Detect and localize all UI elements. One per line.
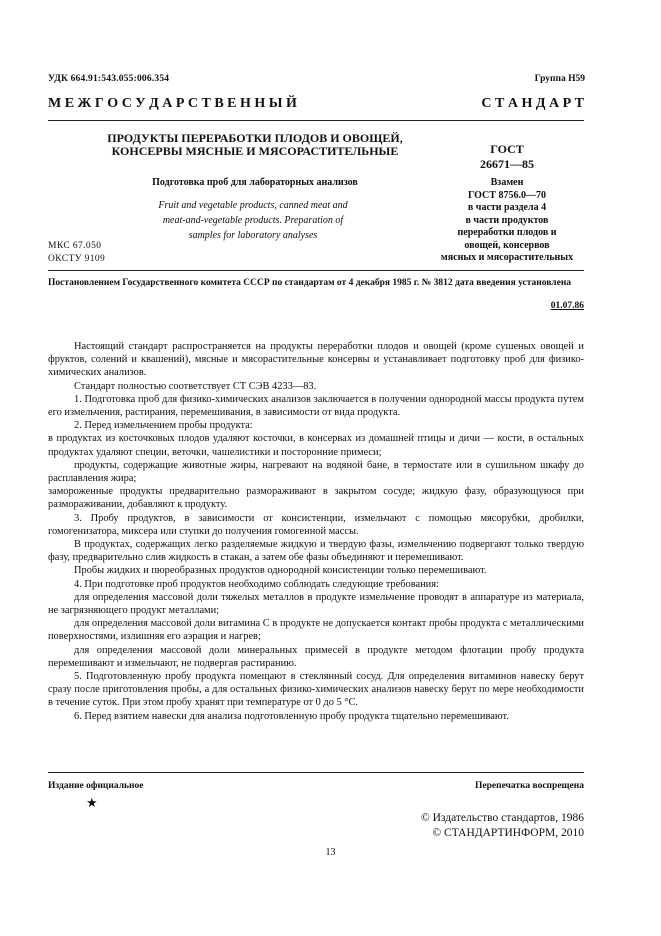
- replaces-line-2: ГОСТ 8756.0—70: [468, 189, 546, 201]
- replaces-line-5: переработки плодов и: [457, 227, 557, 238]
- body-paragraph: для определения массовой доли тяжелых металлов в продукте измельчение проводят в аппаратуре из материала, не загрязняющего продукт металлами;: [48, 591, 584, 617]
- body-paragraph: 2. Перед измельчением пробы продукта:: [74, 420, 253, 432]
- replaces-line-3: в части раздела 4: [467, 202, 547, 213]
- body-paragraph: в продуктах из косточковых плодов удаляют косточки, в консервах из домашней птицы и дичи — кости, в остальных продуктах удаляют специи, веточки, чашелистики и посторонние примеси;: [48, 433, 584, 458]
- gost-label: ГОСТ: [490, 142, 524, 156]
- replaces-line-1: Взамен: [490, 177, 524, 188]
- star-icon: ★: [86, 795, 98, 810]
- body-paragraph: 4. При подготовке проб продуктов необходимо соблюдать следующие требования:: [74, 578, 439, 590]
- decree-text: Постановлением Государственного комитета СССР по стандартам от 4 декабря 1985 г. № 3812 дата введения установлена: [48, 278, 572, 288]
- replaces-line-6: овощей, консервов: [464, 239, 550, 251]
- replaces-line-7: мясных и мясорастительных: [440, 252, 574, 263]
- top-rule: [48, 120, 584, 121]
- gost-number-block: [412, 142, 602, 265]
- english-title-line-2: meat-and-vegetable products. Preparation of: [162, 215, 344, 226]
- mks-code: МКС 67.050: [48, 241, 102, 251]
- english-title-line-3: samples for laboratory analyses: [188, 230, 318, 241]
- effective-date: 01.07.86: [550, 301, 584, 311]
- gost-number: 26671—85: [480, 157, 534, 171]
- english-title-line-1: Fruit and vegetable products, canned meat and: [158, 200, 348, 211]
- copyright-line-1: © Издательство стандартов, 1986: [420, 812, 584, 824]
- footer-rule: [48, 772, 584, 773]
- edition-label: Издание официальное: [48, 781, 144, 791]
- document-title: [90, 132, 420, 158]
- body-paragraph: для определения массовой доли витамина С в продукте не допускается контакт пробы продукта с металлическими поверхностями, излишняя его аэрация и нагрев;: [48, 618, 584, 643]
- udk-code: УДК 664.91:543.055:006.354: [48, 74, 170, 84]
- classification-codes: [48, 240, 105, 266]
- english-title: [118, 198, 388, 243]
- group-code: Группа Н59: [534, 74, 585, 84]
- reprint-notice: Перепечатка воспрещена: [474, 781, 584, 791]
- body-paragraph: В продуктах, содержащих легко разделяемые жидкую и твердую фазы, измельчению подвергают только твердую фазу, предварительно слив жидкость в стакан, а затем обе фазы объединяют и перемешивают.: [48, 539, 584, 564]
- body-paragraph: для определения массовой доли минеральных примесей в продукте методом флотации пробу продукта перемешивают и измельчают, не подвергая растиранию.: [48, 644, 584, 669]
- body-paragraph: Настоящий стандарт распространяется на продукты переработки плодов и овощей (кроме сушеных овощей и фруктов, солений и квашений), мясные и мясорастительные консервы и устанавливает подготовку проб для физико-химических анализов.: [48, 341, 584, 379]
- copyright-block: [421, 811, 584, 841]
- body-paragraph: 3. Пробу продуктов, в зависимости от консистенции, измельчают с помощью мясорубки, дробилки, гомогенизатора, миксера или ступки до получения гомогенной массы.: [48, 512, 584, 537]
- title-line-1: ПРОДУКТЫ ПЕРЕРАБОТКИ ПЛОДОВ И ОВОЩЕЙ,: [107, 131, 403, 145]
- document-subtitle: Подготовка проб для лабораторных анализов: [152, 177, 358, 188]
- body-paragraph: 6. Перед взятием навески для анализа подготовленную пробу продукта тщательно перемешивают.: [74, 710, 509, 722]
- body-paragraph: продукты, содержащие животные жиры, нагревают на водяной бане, в термостате или в сушильном шкафу до расплавления жира;: [48, 459, 584, 485]
- body-paragraph: Стандарт полностью соответствует СТ СЭВ 4233—83.: [74, 380, 317, 392]
- body-paragraph: 5. Подготовленную пробу продукта помещают в стеклянный сосуд. Для определения витаминов навеску берут сразу после приготовления пробы, а для остальных физико-химических анализов навеску берут по мере необходимости в течение суток. При этом пробу хранят при температуре от 0 до 5 °С.: [48, 671, 584, 709]
- copyright-line-2: © СТАНДАРТИНФОРМ, 2010: [432, 827, 584, 839]
- body-paragraph: Пробы жидких и пюреобразных продуктов однородной консистенции только перемешивают.: [74, 565, 487, 577]
- title-line-2: КОНСЕРВЫ МЯСНЫЕ И МЯСОРАСТИТЕЛЬНЫЕ: [111, 144, 399, 158]
- banner-right: С Т А Н Д А Р Т: [481, 96, 584, 111]
- banner-left: М Е Ж Г О С У Д А Р С Т В Е Н Н Ы Й: [48, 96, 297, 111]
- body-paragraph: 1. Подготовка проб для физико-химических анализов заключается в получении однородной массы продукта путем его измельчения, растирания, перемешивания, в зависимости от вида продукта.: [48, 393, 584, 419]
- standard-banner: [48, 96, 584, 112]
- replaces-line-4: в части продуктов: [465, 214, 549, 226]
- page-number: 13: [325, 847, 336, 858]
- document-body: [48, 340, 584, 723]
- body-paragraph: замороженные продукты предварительно размораживают в закрытом сосуде; жидкую фазу, образующуюся при размораживании, добавляют к продукту.: [48, 486, 584, 511]
- okstu-code: ОКСТУ 9109: [48, 254, 106, 264]
- decree-rule: [48, 270, 584, 271]
